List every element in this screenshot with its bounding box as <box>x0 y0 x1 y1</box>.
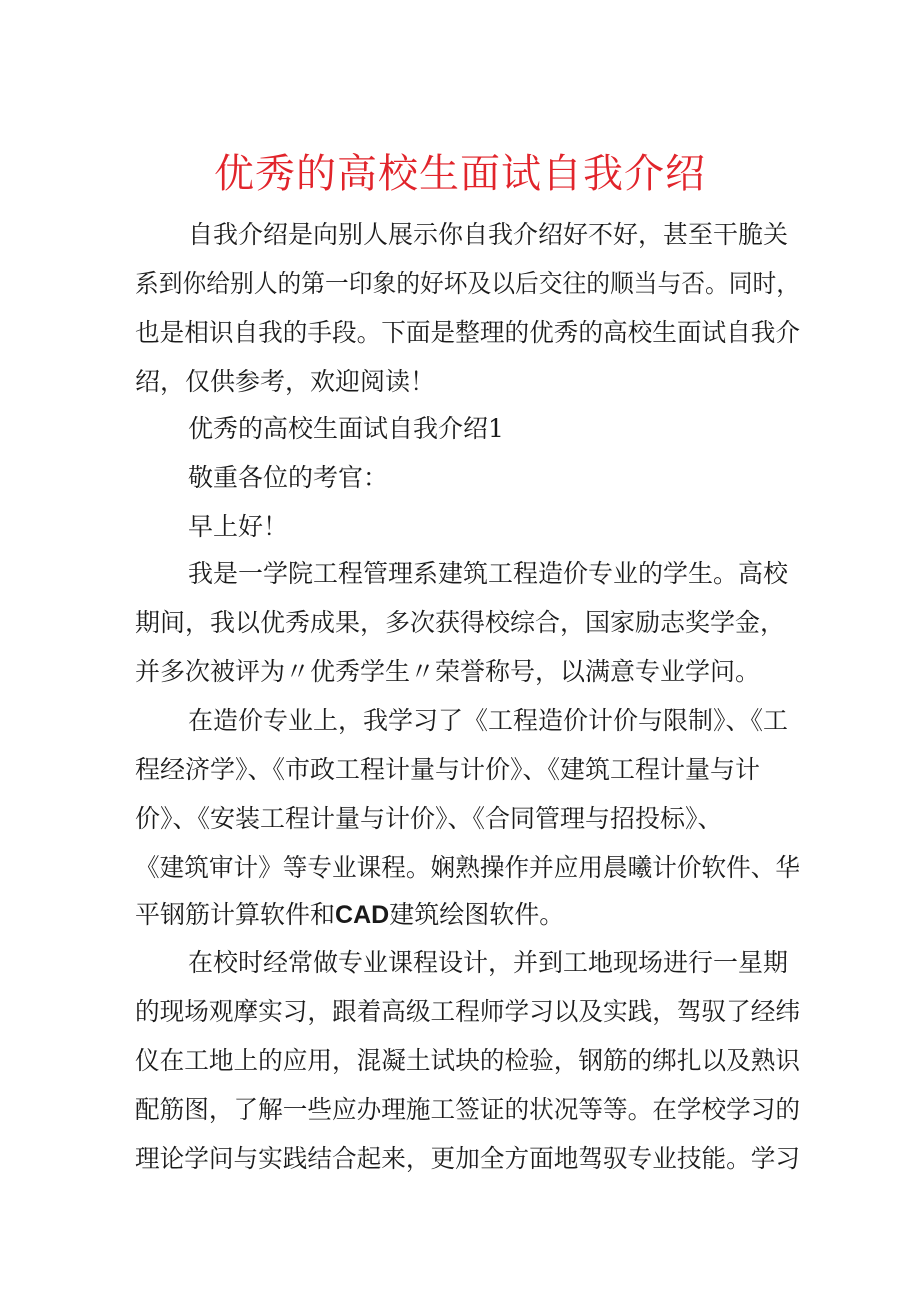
paragraph1-line-2: 期间，我以优秀成果，多次获得校综合，国家励志奖学金， <box>135 608 786 637</box>
document-title: 优秀的高校生面试自我介绍 <box>214 151 706 197</box>
greeting: 早上好！ <box>188 512 289 541</box>
paragraph2-line-4: 《建筑审计》等专业课程。娴熟操作并应用晨曦计价软件、华 <box>135 853 801 882</box>
paragraph3-line-1: 在校时经常做专业课程设计，并到工地现场进行一星期 <box>188 948 789 977</box>
intro-line-4: 绍，仅供参考，欢迎阅读！ <box>135 367 436 396</box>
salutation: 敬重各位的考官： <box>188 463 389 492</box>
intro-line-3: 也是相识自我的手段。下面是整理的优秀的高校生面试自我介 <box>135 318 801 347</box>
cad-text: CAD <box>335 901 390 929</box>
paragraph2-line-1: 在造价专业上，我学习了《工程造价计价与限制》、《工 <box>188 706 789 735</box>
paragraph2-line-5-after: 建筑绘图软件。 <box>389 900 565 929</box>
intro-line-1: 自我介绍是向别人展示你自我介绍好不好，甚至干脆关 <box>188 220 789 249</box>
paragraph2-line-5-before: 平钢筋计算软件和 <box>135 900 336 929</box>
paragraph3-line-3: 仪在工地上的应用，混凝土试块的检验，钢筋的绑扎以及熟识 <box>135 1046 801 1075</box>
intro-line-2: 系到你给别人的第一印象的好坏及以后交往的顺当与否。同时， <box>135 269 801 298</box>
paragraph1-line-1: 我是一学院工程管理系建筑工程造价专业的学生。高校 <box>188 559 789 588</box>
paragraph2-line-5 <box>135 895 564 935</box>
paragraph3-line-4: 配筋图，了解一些应办理施工签证的状况等等。在学校学习的 <box>135 1095 801 1124</box>
paragraph2-line-2: 程经济学》、《市政工程计量与计价》、《建筑工程计量与计 <box>135 755 761 784</box>
section-heading: 优秀的高校生面试自我介绍1 <box>188 414 504 443</box>
paragraph3-line-5: 理论学问与实践结合起来，更加全方面地驾驭专业技能。学习 <box>135 1144 801 1173</box>
paragraph1-line-3: 并多次被评为〃优秀学生〃荣誉称号，以满意专业学问。 <box>135 657 761 686</box>
paragraph3-line-2: 的现场观摩实习，跟着高级工程师学习以及实践，驾驭了经纬 <box>135 997 801 1026</box>
paragraph2-line-3: 价》、《安装工程计量与计价》、《合同管理与招投标》、 <box>135 804 723 833</box>
